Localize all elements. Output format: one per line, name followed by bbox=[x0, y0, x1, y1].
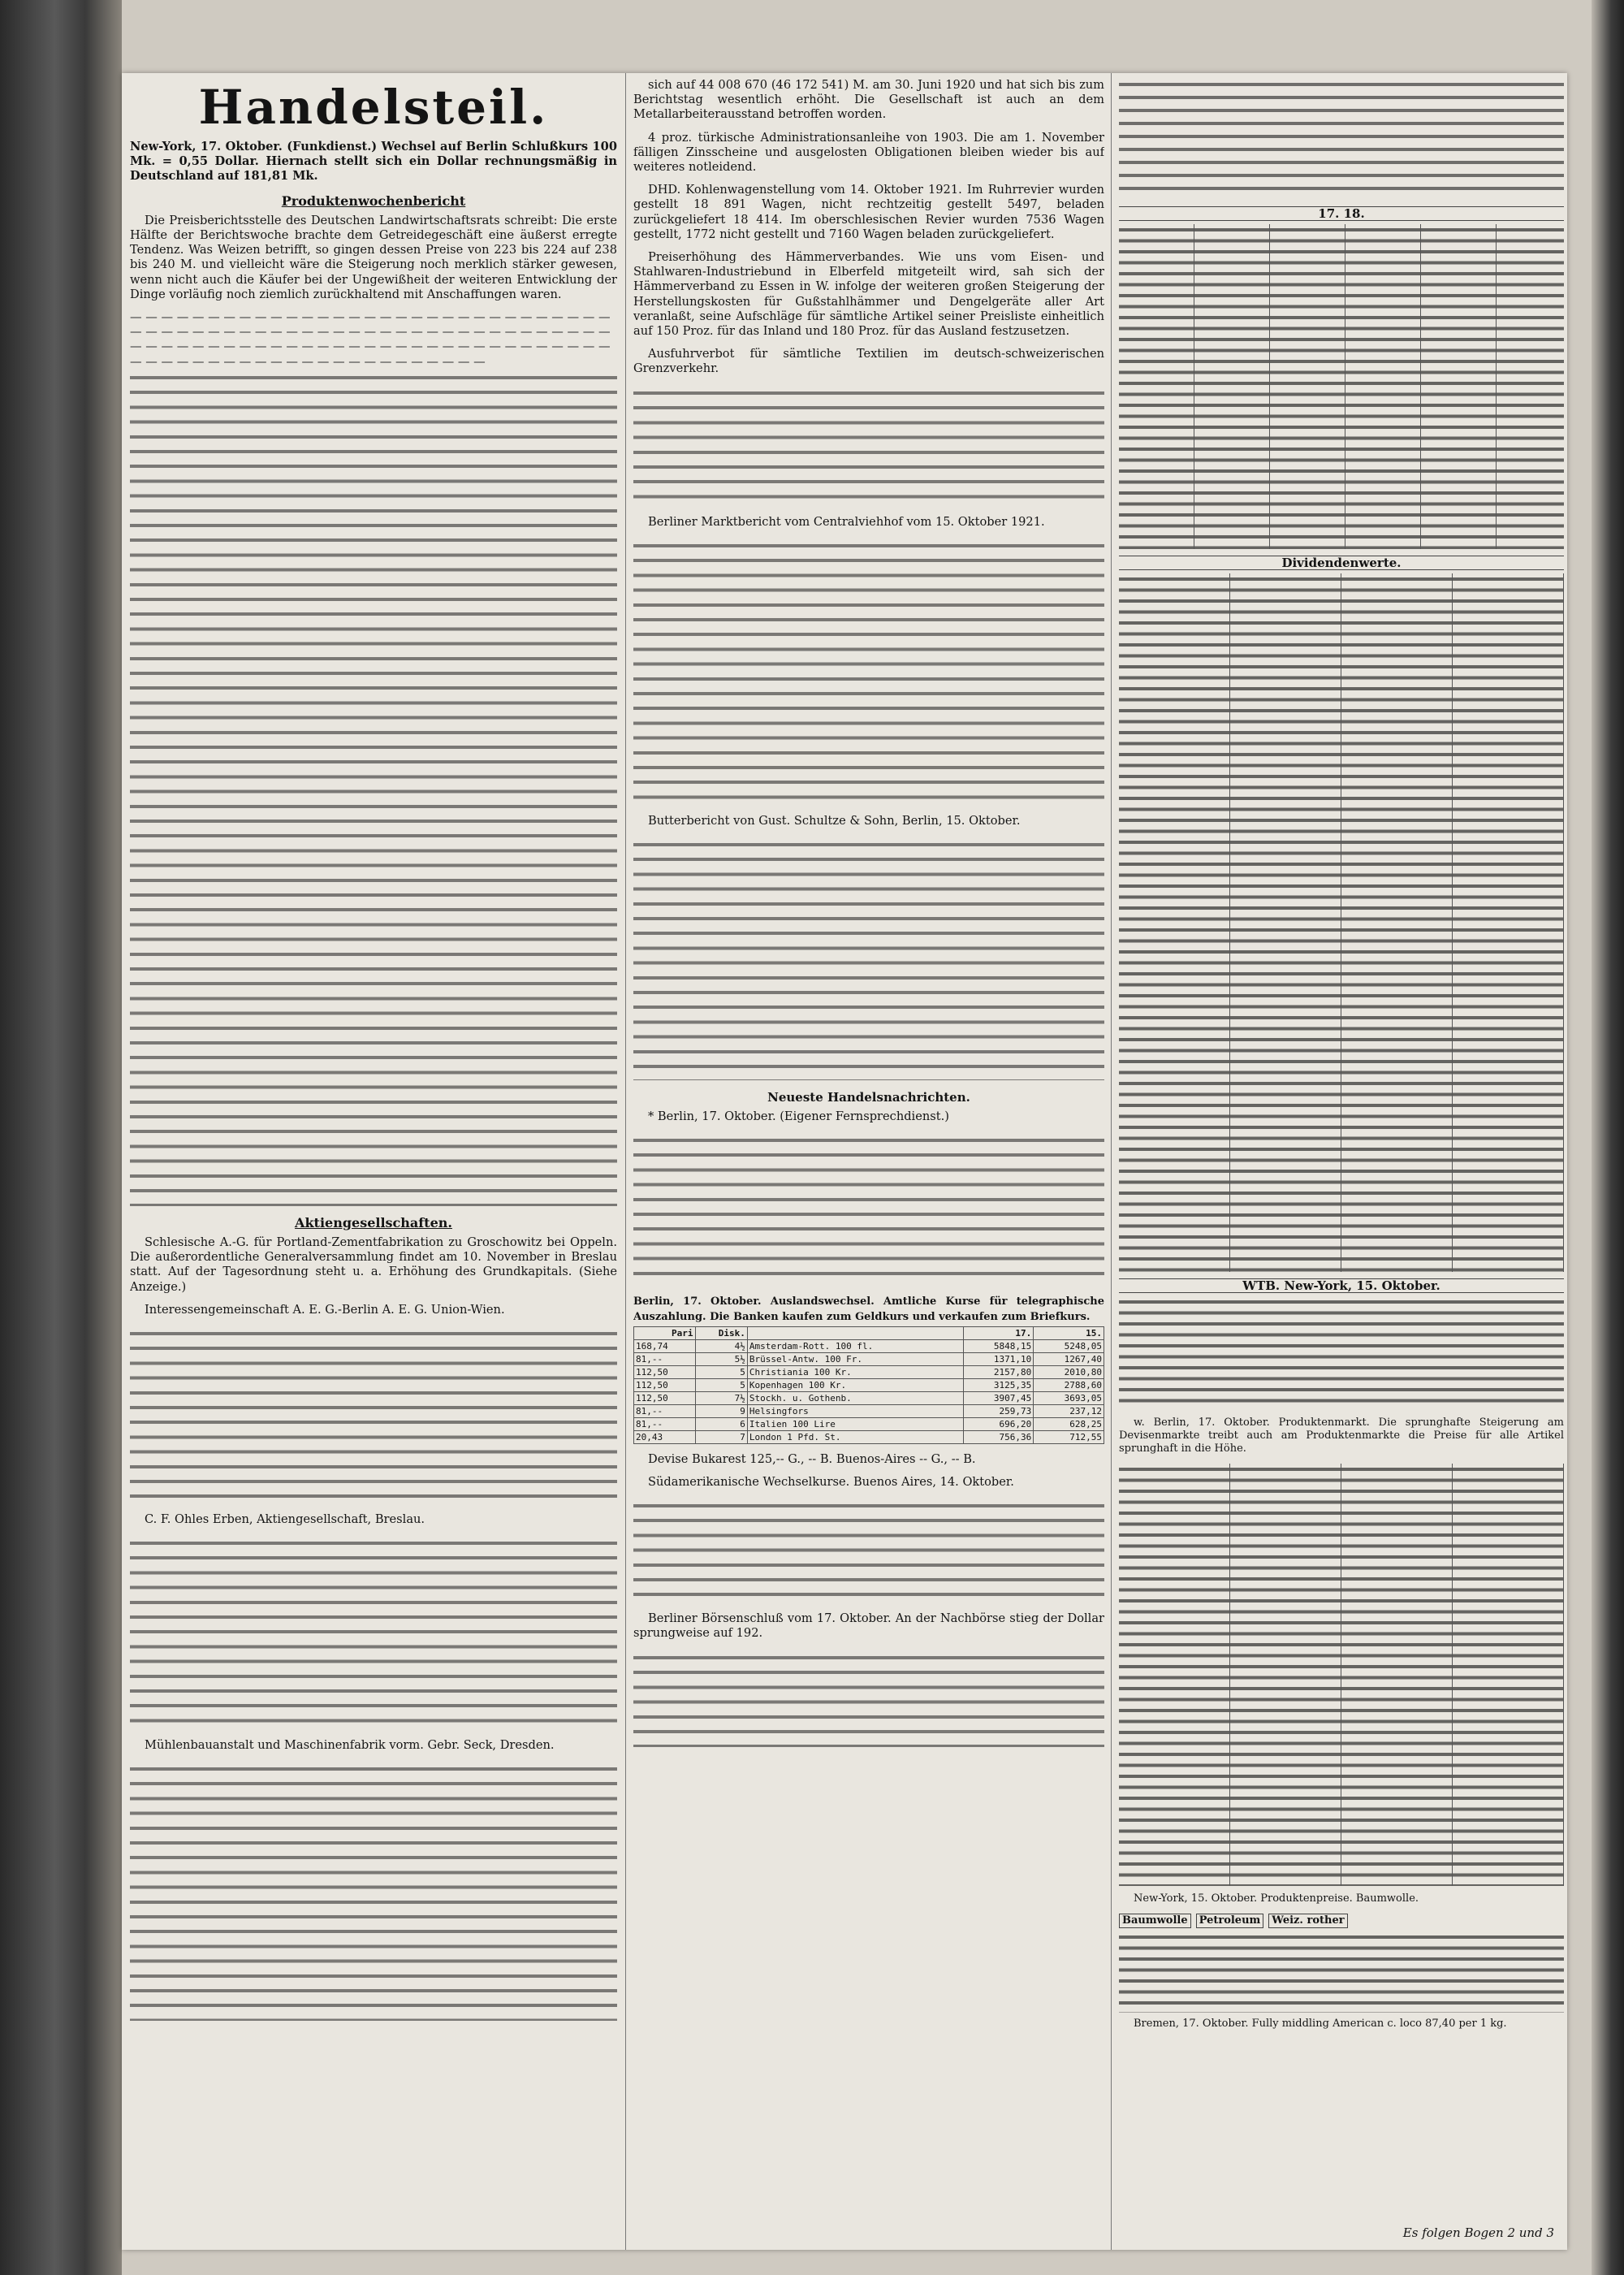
table-row bbox=[634, 1430, 1104, 1443]
column-1 bbox=[130, 73, 617, 2250]
column-rule bbox=[625, 73, 626, 2250]
dateline: New-York, 17. Oktober. (Funkdienst.) Wechsel auf Berlin Schlußkurs 100 Mk. = 0,55 Dollar. Hiernach stellt sich ein Dollar rechnungsmäßig in Deutschland auf 181,81 Mk. bbox=[130, 140, 617, 184]
fx-cell: Stockh. u. Gothenb. bbox=[747, 1391, 963, 1404]
column-3 bbox=[1119, 73, 1564, 2250]
article-body-text bbox=[633, 538, 1104, 806]
dividend-title: Dividendenwerte. bbox=[1119, 556, 1564, 570]
article-body-text bbox=[633, 1498, 1104, 1603]
fx-cell: 9 bbox=[695, 1404, 747, 1417]
newspaper-page bbox=[122, 73, 1567, 2250]
article-text: Südamerikanische Wechselkurse. Buenos Aires, 14. Oktober. bbox=[648, 1475, 1014, 1490]
fx-cell: 5 bbox=[695, 1365, 747, 1378]
article-text: Butterbericht von Gust. Schultze & Sohn, Berlin, 15. Oktober. bbox=[648, 813, 1021, 828]
ticker-header: 17. 18. bbox=[1119, 206, 1564, 221]
article-body-text bbox=[130, 1535, 617, 1730]
produkten-table bbox=[1119, 1464, 1564, 1886]
article-text: Mühlenbauanstalt und Maschinenfabrik vorm. Gebr. Seck, Dresden. bbox=[145, 1738, 555, 1753]
masthead: Handelsteil. bbox=[198, 80, 549, 135]
page-edge bbox=[1592, 0, 1624, 2275]
article-text: Interessengemeinschaft A. E. G.-Berlin A. E. G. Union-Wien. bbox=[145, 1302, 505, 1317]
fx-cell: 5 bbox=[695, 1378, 747, 1391]
article-text: Preiserhöhung des Hämmerverbandes. Wie uns vom Eisen- und Stahlwaren-Industriebund in Elberfeld mitgeteilt wird, sah sich der Hämmerverband zu Essen in W. infolge der weiteren großen Steigerung der Herstellungskosten für Gußstahlhämmer und Dengelgeräte aller Art veranlaßt, seine Aufschläge für sämtliche Artikel seiner Preisliste einheitlich auf 150 Proz. für das Inland und 180 Proz. für das Ausland festzusetzen. bbox=[633, 250, 1104, 339]
table-row bbox=[634, 1339, 1104, 1352]
article-text: New-York, 15. Oktober. Produktenpreise. Baumwolle. bbox=[1134, 1892, 1419, 1905]
fx-table bbox=[633, 1326, 1104, 1444]
article-text: DHD. Kohlenwagenstellung vom 14. Oktober 1921. Im Ruhrrevier wurden gestellt 18 891 Wagen, nicht rechtzeitig gestellt 5497, beladen zurückgeliefert 18 414. Im oberschlesischen Revier wurden 7536 Wagen gestellt, 1772 nicht gestellt und 7160 Wagen beladen zurückgeliefert. bbox=[633, 183, 1104, 241]
commodity-table bbox=[1119, 1931, 1564, 2013]
fx-cell: 5248,05 bbox=[1034, 1339, 1104, 1352]
article-text: * Berlin, 17. Oktober. (Eigener Fernsprechdienst.) bbox=[648, 1109, 949, 1124]
table-row bbox=[634, 1378, 1104, 1391]
table-row bbox=[634, 1404, 1104, 1417]
fx-cell: 112,50 bbox=[634, 1391, 696, 1404]
section-heading: Produktenwochenbericht bbox=[281, 192, 466, 209]
fx-cell: 81,-- bbox=[634, 1417, 696, 1430]
fx-cell: 3125,35 bbox=[963, 1378, 1034, 1391]
fx-header-cell: 15. bbox=[1034, 1326, 1104, 1339]
article-text: 4 proz. türkische Administrationsanleihe von 1903. Die am 1. November fälligen Zinsscheine und ausgelosten Obligationen bleiben wieder bis auf weiteres notleidend. bbox=[633, 130, 1104, 175]
fx-cell: 259,73 bbox=[963, 1404, 1034, 1417]
article-text: Berliner Börsenschluß vom 17. Oktober. An der Nachbörse stieg der Dollar sprungweise auf 192. bbox=[633, 1611, 1104, 1641]
fx-cell: 20,43 bbox=[634, 1430, 696, 1443]
fx-cell: 237,12 bbox=[1034, 1404, 1104, 1417]
table-row bbox=[634, 1352, 1104, 1365]
article-text: w. Berlin, 17. Oktober. Produktenmarkt. Die sprunghafte Steigerung am Devisenmarkte treibt auch am Produktenmarkte die Preise für alle Artikel sprunghaft in die Höhe. bbox=[1119, 1416, 1564, 1455]
fx-cell: 628,25 bbox=[1034, 1417, 1104, 1430]
article-text: Schlesische A.-G. für Portland-Zementfabrikation zu Groschowitz bei Oppeln. Die außerordentliche Generalversammlung findet am 10. November in Breslau statt. Auf der Tagesordnung steht u. a. Erhöhung des Grundkapitals. (Siehe Anzeige.) bbox=[130, 1235, 617, 1294]
article-text: Berliner Marktbericht vom Centralviehhof vom 15. Oktober 1921. bbox=[648, 514, 1045, 529]
fx-cell: 2157,80 bbox=[963, 1365, 1034, 1378]
article-body-text bbox=[633, 1132, 1104, 1287]
article-text: Die Preisberichtsstelle des Deutschen Landwirtschaftsrats schreibt: Die erste Hälfte der Berichtswoche brachte dem Getreidegeschäft eine äußerst erregte Tendenz. Was Weizen betrifft, so gingen dessen Preise von 223 bis 224 auf 238 bis 240 M. und vielleicht wäre die Steigerung noch merklich stärker gewesen, wenn nicht auch die Käufer bei der Ungewißheit der weiteren Entwicklung der Dinge vorläufig noch ziemlich zurückhaltend mit Anschaffungen waren. bbox=[130, 213, 617, 301]
fx-cell: Christiania 100 Kr. bbox=[747, 1365, 963, 1378]
fx-cell: 1267,40 bbox=[1034, 1352, 1104, 1365]
fx-cell: 4½ bbox=[695, 1339, 747, 1352]
column-rule bbox=[1111, 73, 1112, 2250]
fx-header-cell: 17. bbox=[963, 1326, 1034, 1339]
section-heading: Aktiengesellschaften. bbox=[295, 1214, 452, 1230]
article-text: sich auf 44 008 670 (46 172 541) M. am 30. Juni 1920 und hat sich bis zum Berichtstag wesentlich erhöht. Die Gesellschaft ist auch an dem Metallarbeiterausstand betroffen worden. bbox=[633, 78, 1104, 122]
dividend-quotes-table bbox=[1119, 573, 1564, 1272]
fx-table-title: Berlin, 17. Oktober. Auslandswechsel. Amtliche Kurse für telegraphische Auszahlung. Die Banken kaufen zum Geldkurs und verkaufen zum Briefkurs. bbox=[633, 1295, 1104, 1323]
newyork-quotes-table bbox=[1119, 1296, 1564, 1410]
article-text: Ausfuhrverbot für sämtliche Textilien im deutsch-schweizerischen Grenzverkehr. bbox=[633, 347, 1104, 376]
fx-cell: Helsingfors bbox=[747, 1404, 963, 1417]
table-row bbox=[634, 1365, 1104, 1378]
article-text: C. F. Ohles Erben, Aktiengesellschaft, Breslau. bbox=[145, 1512, 425, 1526]
fx-cell: 2788,60 bbox=[1034, 1378, 1104, 1391]
stock-quotes-table bbox=[1119, 224, 1564, 549]
fx-cell: 712,55 bbox=[1034, 1430, 1104, 1443]
book-binding bbox=[0, 0, 122, 2275]
fx-cell: 81,-- bbox=[634, 1404, 696, 1417]
fx-cell: 168,74 bbox=[634, 1339, 696, 1352]
commodity-label: Petroleum bbox=[1196, 1914, 1264, 1928]
article-body-text bbox=[633, 1650, 1104, 1747]
fx-cell: 696,20 bbox=[963, 1417, 1034, 1430]
article-body-text bbox=[633, 837, 1104, 1080]
fx-cell: London 1 Pfd. St. bbox=[747, 1430, 963, 1443]
footer-note: Es folgen Bogen 2 und 3 bbox=[1402, 2225, 1554, 2240]
fx-cell: Kopenhagen 100 Kr. bbox=[747, 1378, 963, 1391]
table-row bbox=[634, 1417, 1104, 1430]
fx-header-cell: Pari bbox=[634, 1326, 696, 1339]
article-body-text bbox=[633, 385, 1104, 507]
fx-cell: 6 bbox=[695, 1417, 747, 1430]
fx-cell: 81,-- bbox=[634, 1352, 696, 1365]
fx-cell: 112,50 bbox=[634, 1365, 696, 1378]
article-body-text bbox=[130, 1326, 617, 1504]
fx-cell: Brüssel-Antw. 100 Fr. bbox=[747, 1352, 963, 1365]
fx-cell: Amsterdam-Rott. 100 fl. bbox=[747, 1339, 963, 1352]
fx-cell: 7 bbox=[695, 1430, 747, 1443]
fx-cell: 3693,05 bbox=[1034, 1391, 1104, 1404]
fx-cell: 112,50 bbox=[634, 1378, 696, 1391]
section-heading: Neueste Handelsnachrichten. bbox=[767, 1090, 970, 1105]
commodity-label: Baumwolle bbox=[1119, 1914, 1191, 1928]
article-text: Devise Bukarest 125,-- G., -- B. Buenos-Aires -- G., -- B. bbox=[648, 1451, 976, 1466]
table-row bbox=[634, 1391, 1104, 1404]
fx-cell: 5848,15 bbox=[963, 1339, 1034, 1352]
commodity-label: Weiz. rother bbox=[1268, 1914, 1347, 1928]
fx-cell: 5½ bbox=[695, 1352, 747, 1365]
article-body-text bbox=[1119, 78, 1564, 200]
article-text: Bremen, 17. Oktober. Fully middling American c. loco 87,40 per 1 kg. bbox=[1134, 2018, 1507, 2030]
fx-cell: 2010,80 bbox=[1034, 1365, 1104, 1378]
fx-cell: 1371,10 bbox=[963, 1352, 1034, 1365]
fx-header-cell bbox=[747, 1326, 963, 1339]
fx-cell: 756,36 bbox=[963, 1430, 1034, 1443]
wtb-title: WTB. New-York, 15. Oktober. bbox=[1119, 1278, 1564, 1293]
article-body-text bbox=[130, 1761, 617, 2021]
fx-cell: 7½ bbox=[695, 1391, 747, 1404]
fx-cell: Italien 100 Lire bbox=[747, 1417, 963, 1430]
commodity-tags bbox=[1119, 1914, 1564, 1928]
column-2 bbox=[633, 73, 1104, 2250]
article-text-continued: — — — — — — — — — — — — — — — — — — — — — — — — — — — — — — — — — — — — — — — — — — — — — — — — — — — — — — — — — — — — — — — — — — — — — — — — — — — — — — — — — — — — — — — — — — — — — — — — — — — — — — — — — — — — — — — — — — — — bbox=[130, 310, 611, 369]
fx-cell: 3907,45 bbox=[963, 1391, 1034, 1404]
article-body-text bbox=[130, 370, 617, 1206]
fx-header-cell: Disk. bbox=[695, 1326, 747, 1339]
